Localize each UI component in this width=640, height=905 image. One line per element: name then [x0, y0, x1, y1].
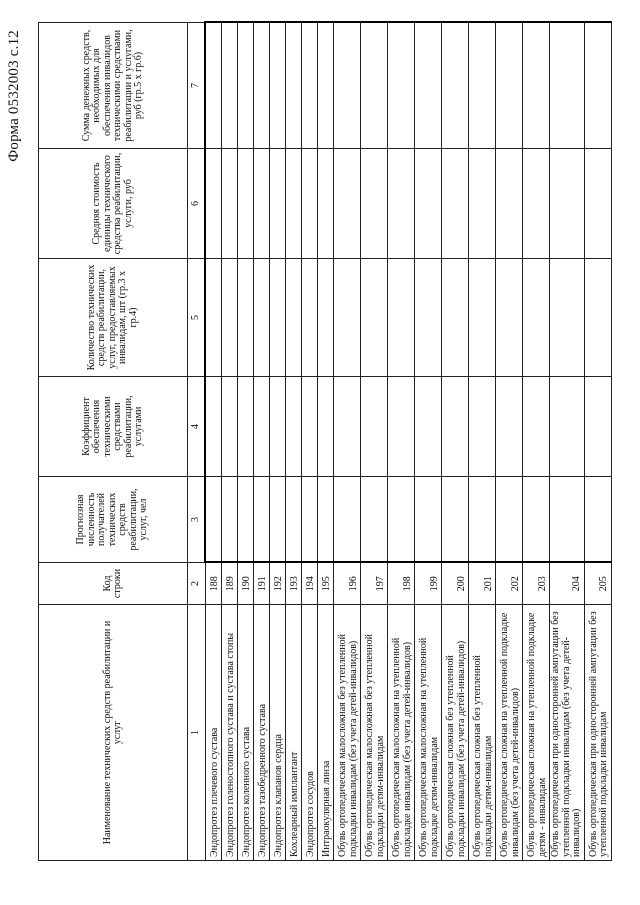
row-name: Эндопротез сосудов: [302, 605, 318, 861]
input-cell[interactable]: [254, 23, 270, 149]
table-row: [334, 23, 361, 861]
input-cell[interactable]: [442, 259, 469, 377]
row-name: Эндопротез тазобедренного сустава: [254, 605, 270, 861]
input-cell[interactable]: [318, 259, 334, 377]
table-body: [205, 23, 611, 861]
input-cell[interactable]: [442, 149, 469, 259]
row-name: Обувь ортопедическая малосложная на утепленной подкладке инвалидам (без учета детей-инвалидов): [388, 605, 415, 861]
input-cell[interactable]: [361, 23, 388, 149]
row-code: 189: [222, 563, 238, 605]
row-code: 192: [270, 563, 286, 605]
row-name: Кохлеарный имплантант: [286, 605, 302, 861]
input-cell[interactable]: [205, 149, 222, 259]
input-cell[interactable]: [302, 149, 318, 259]
input-cell[interactable]: [238, 23, 254, 149]
column-header: Количество технических средств реабилитации, услуг, предоставляемых инвалидам, шт (гр.3 x гр.4): [39, 259, 188, 377]
row-code: 199: [415, 563, 442, 605]
table-row: [469, 23, 496, 861]
input-cell[interactable]: [361, 259, 388, 377]
input-cell[interactable]: [222, 377, 238, 477]
input-cell[interactable]: [388, 149, 415, 259]
input-cell[interactable]: [205, 377, 222, 477]
input-cell[interactable]: [496, 377, 523, 477]
input-cell[interactable]: [415, 259, 442, 377]
input-cell[interactable]: [584, 149, 611, 259]
table-row: [238, 23, 254, 861]
row-code: 205: [584, 563, 611, 605]
row-code: 196: [334, 563, 361, 605]
table-row: [496, 23, 523, 861]
row-code: 193: [286, 563, 302, 605]
table-row: [222, 23, 238, 861]
column-header: Сумма денежных средств, необходимых для обеспечения инвалидов техническими средствами реабилитации и услугами, руб (гр.5 x гр.6): [39, 23, 188, 149]
input-cell[interactable]: [442, 477, 469, 563]
input-cell[interactable]: [302, 377, 318, 477]
input-cell[interactable]: [286, 149, 302, 259]
input-cell[interactable]: [205, 477, 222, 563]
row-name: Обувь ортопедическая малосложная на утепленной подкладке детям-инвалидам: [415, 605, 442, 861]
input-cell[interactable]: [550, 259, 585, 377]
input-cell[interactable]: [584, 23, 611, 149]
input-cell[interactable]: [523, 23, 550, 149]
input-cell[interactable]: [302, 259, 318, 377]
input-cell[interactable]: [318, 477, 334, 563]
row-name: Эндопротез коленного сустава: [238, 605, 254, 861]
table-row: [286, 23, 302, 861]
column-header: Прогнозная численность получателей технических средств реабилитации, услуг, чел: [39, 477, 188, 563]
column-number: 5: [188, 259, 206, 377]
row-name: Эндопротез плечевого сустава: [205, 605, 222, 861]
input-cell[interactable]: [254, 259, 270, 377]
header-row: [39, 23, 188, 861]
table-row: [318, 23, 334, 861]
row-name: Обувь ортопедическая при односторонней ампутации без утепленной подкладки инвалидам (без учета детей-инвалидов): [550, 605, 585, 861]
input-cell[interactable]: [469, 259, 496, 377]
input-cell[interactable]: [496, 259, 523, 377]
input-cell[interactable]: [523, 259, 550, 377]
input-cell[interactable]: [302, 477, 318, 563]
input-cell[interactable]: [254, 377, 270, 477]
row-code: 194: [302, 563, 318, 605]
column-number: 4: [188, 377, 206, 477]
input-cell[interactable]: [222, 23, 238, 149]
input-cell[interactable]: [415, 377, 442, 477]
input-cell[interactable]: [550, 477, 585, 563]
column-number: 7: [188, 23, 206, 149]
input-cell[interactable]: [496, 477, 523, 563]
column-header: Коэффициент обеспечения техническими средствами реабилитации, услугами: [39, 377, 188, 477]
table-row: [270, 23, 286, 861]
input-cell[interactable]: [302, 23, 318, 149]
input-cell[interactable]: [496, 149, 523, 259]
input-cell[interactable]: [415, 149, 442, 259]
table-row: [388, 23, 415, 861]
column-header: Код строки: [39, 563, 188, 605]
row-code: 200: [442, 563, 469, 605]
row-name: Обувь ортопедическая сложная на утепленной подкладке инвалидам (без учета детей-инвалидов): [496, 605, 523, 861]
input-cell[interactable]: [222, 149, 238, 259]
input-cell[interactable]: [388, 23, 415, 149]
table-row: [254, 23, 270, 861]
row-code: 191: [254, 563, 270, 605]
input-cell[interactable]: [318, 23, 334, 149]
input-cell[interactable]: [334, 377, 361, 477]
input-cell[interactable]: [388, 377, 415, 477]
table-row: [523, 23, 550, 861]
input-cell[interactable]: [334, 259, 361, 377]
row-code: 190: [238, 563, 254, 605]
input-cell[interactable]: [205, 23, 222, 149]
column-number: 2: [188, 563, 206, 605]
input-cell[interactable]: [318, 377, 334, 477]
row-code: 188: [205, 563, 222, 605]
input-cell[interactable]: [550, 149, 585, 259]
input-cell[interactable]: [415, 477, 442, 563]
input-cell[interactable]: [584, 259, 611, 377]
input-cell[interactable]: [205, 259, 222, 377]
input-cell[interactable]: [270, 149, 286, 259]
input-cell[interactable]: [270, 23, 286, 149]
column-number: 3: [188, 477, 206, 563]
input-cell[interactable]: [469, 23, 496, 149]
input-cell[interactable]: [222, 477, 238, 563]
column-number: 1: [188, 605, 206, 861]
row-code: 203: [523, 563, 550, 605]
input-cell[interactable]: [286, 377, 302, 477]
table-row: [550, 23, 585, 861]
table-row: [361, 23, 388, 861]
row-code: 204: [550, 563, 585, 605]
input-cell[interactable]: [388, 259, 415, 377]
input-cell[interactable]: [550, 23, 585, 149]
input-cell[interactable]: [334, 23, 361, 149]
row-name: Эндопротез клапанов сердца: [270, 605, 286, 861]
input-cell[interactable]: [388, 477, 415, 563]
column-number-row: [188, 23, 206, 861]
row-code: 197: [361, 563, 388, 605]
column-header: Наименование технических средств реабилитации и услуг: [39, 605, 188, 861]
input-cell[interactable]: [469, 477, 496, 563]
input-cell[interactable]: [361, 477, 388, 563]
input-cell[interactable]: [469, 377, 496, 477]
input-cell[interactable]: [254, 149, 270, 259]
input-cell[interactable]: [222, 259, 238, 377]
input-cell[interactable]: [415, 23, 442, 149]
input-cell[interactable]: [550, 377, 585, 477]
row-code: 202: [496, 563, 523, 605]
input-cell[interactable]: [270, 259, 286, 377]
input-cell[interactable]: [238, 477, 254, 563]
input-cell[interactable]: [334, 477, 361, 563]
row-name: Обувь ортопедическая сложная на утепленной подкладке детям - инвалидам: [523, 605, 550, 861]
input-cell[interactable]: [254, 477, 270, 563]
rehabilitation-table: [38, 22, 612, 862]
input-cell[interactable]: [469, 149, 496, 259]
table-row: [302, 23, 318, 861]
input-cell[interactable]: [238, 377, 254, 477]
input-cell[interactable]: [523, 377, 550, 477]
input-cell[interactable]: [523, 477, 550, 563]
input-cell[interactable]: [286, 259, 302, 377]
input-cell[interactable]: [584, 377, 611, 477]
input-cell[interactable]: [584, 477, 611, 563]
table-row: [442, 23, 469, 861]
table-row: [584, 23, 611, 861]
row-code: 201: [469, 563, 496, 605]
input-cell[interactable]: [442, 23, 469, 149]
input-cell[interactable]: [270, 477, 286, 563]
input-cell[interactable]: [442, 377, 469, 477]
input-cell[interactable]: [334, 149, 361, 259]
input-cell[interactable]: [286, 23, 302, 149]
input-cell[interactable]: [286, 477, 302, 563]
input-cell[interactable]: [238, 259, 254, 377]
form-code: Форма 0532003 с.12: [6, 30, 22, 162]
table-row: [415, 23, 442, 861]
row-name: Обувь ортопедическая малосложная без утепленной подкладки инвалидам (без учета детей-инвалидов): [334, 605, 361, 861]
table-row: [205, 23, 222, 861]
row-code: 195: [318, 563, 334, 605]
row-code: 198: [388, 563, 415, 605]
row-name: Обувь ортопедическая сложная без утепленной подкладки инвалидам (без учета детей-инвалидов): [442, 605, 469, 861]
row-name: Интраокулярная линза: [318, 605, 334, 861]
input-cell[interactable]: [523, 149, 550, 259]
row-name: Обувь ортопедическая сложная без утепленной подкладки детям-инвалидам: [469, 605, 496, 861]
column-header: Средняя стоимость единицы технического средства реабилитации, услуги, руб: [39, 149, 188, 259]
row-name: Обувь ортопедическая малосложная без утепленной подкладки детям-инвалидам: [361, 605, 388, 861]
input-cell[interactable]: [238, 149, 254, 259]
input-cell[interactable]: [361, 377, 388, 477]
column-number: 6: [188, 149, 206, 259]
input-cell[interactable]: [496, 23, 523, 149]
row-name: Обувь ортопедическая при односторонней ампутации без утепленной подкладки инвалидам: [584, 605, 611, 861]
input-cell[interactable]: [361, 149, 388, 259]
row-name: Эндопротез голеностопного сустава и сустава стопы: [222, 605, 238, 861]
input-cell[interactable]: [270, 377, 286, 477]
input-cell[interactable]: [318, 149, 334, 259]
